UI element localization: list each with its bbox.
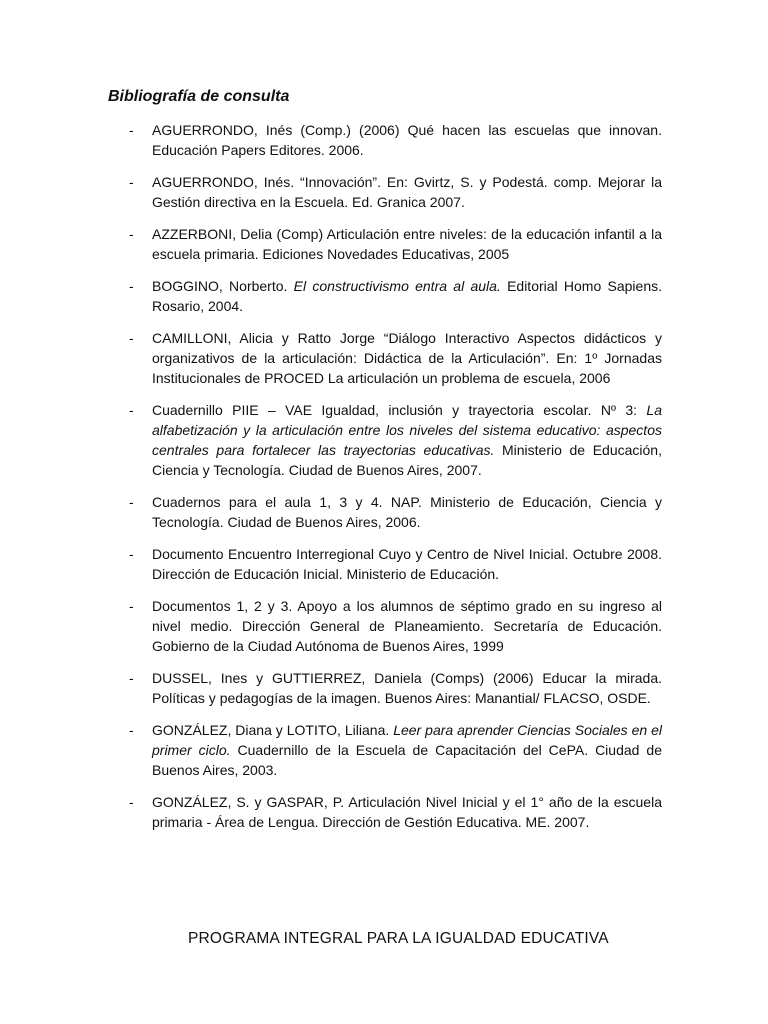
entry-text-segment: BOGGINO, Norberto. [152,278,294,294]
entry-text [152,328,662,388]
section-heading: Bibliografía de consulta [108,88,290,105]
entry-text [152,400,662,480]
list-dash: - [129,494,134,510]
list-dash: - [129,402,134,418]
list-dash: - [129,598,134,614]
entry-text-segment: Cuadernillo PIIE – VAE Igualdad, inclusión y trayectoria escolar. Nº 3: [152,402,647,418]
page-footer: PROGRAMA INTEGRAL PARA LA IGUALDAD EDUCATIVA [188,930,609,947]
entry-text [152,492,662,532]
bibliography-entry [0,544,768,584]
entry-text [152,720,662,780]
bibliography-entry [0,400,768,480]
bibliography-entry [0,720,768,780]
list-dash: - [129,670,134,686]
entry-title-italic: El constructivismo entra al aula. [293,278,501,294]
entry-text [152,544,662,584]
entry-text-segment: GONZÁLEZ, Diana y LOTITO, Liliana. [152,722,394,738]
entry-text [152,172,662,212]
bibliography-entry [0,792,768,832]
entry-text [152,668,662,708]
entry-text [152,792,662,832]
bibliography-entry [0,668,768,708]
bibliography-entry [0,172,768,212]
list-dash: - [129,278,134,294]
entry-text-segment: Ministerio de Educación, Ciencia y Tecnología. Ciudad de Buenos Aires, 2007. [152,442,662,478]
entry-text [152,120,662,160]
entry-text-segment: DUSSEL, Ines y GUTTIERREZ, Daniela (Comps) (2006) Educar la mirada. Políticas y pedagogías de la imagen. Buenos Aires: Manantial/ FLACSO, OSDE. [152,670,662,706]
entry-text-segment: Editorial Homo Sapiens. Rosario, 2004. [152,278,663,314]
entry-title-italic: Leer para aprender Ciencias Sociales en el primer ciclo. [152,722,663,758]
entry-text-segment: Documento Encuentro Interregional Cuyo y Centro de Nivel Inicial. Octubre 2008. Dirección de Educación Inicial. Ministerio de Educación. [152,546,662,582]
bibliography-entry [0,120,768,160]
bibliography-entry [0,276,768,316]
entry-text-segment: CAMILLONI, Alicia y Ratto Jorge “Diálogo Interactivo Aspectos didácticos y organizativos de la articulación: Didáctica de la Articulación”. En: 1º Jornadas Institucionales de PROCED La articulación un problema de escuela, 2006 [152,330,662,386]
entry-text-segment: GONZÁLEZ, S. y GASPAR, P. Articulación Nivel Inicial y el 1° año de la escuela primaria - Área de Lengua. Dirección de Gestión Educativa. ME. 2007. [152,794,662,830]
entry-text-segment: Documentos 1, 2 y 3. Apoyo a los alumnos de séptimo grado en su ingreso al nivel medio. Dirección General de Planeamiento. Secretaría de Educación. Gobierno de la Ciudad Autónoma de Buenos Aires, 1999 [152,598,662,654]
entry-text-segment: Cuadernos para el aula 1, 3 y 4. NAP. Ministerio de Educación, Ciencia y Tecnología. Ciudad de Buenos Aires, 2006. [152,494,662,530]
list-dash: - [129,330,134,346]
entry-text-segment: Cuadernillo de la Escuela de Capacitación del CePA. Ciudad de Buenos Aires, 2003. [152,742,662,778]
bibliography-list [0,120,768,844]
entry-text [152,596,662,656]
bibliography-entry [0,596,768,656]
list-dash: - [129,226,134,242]
list-dash: - [129,794,134,810]
entry-text-segment: AZZERBONI, Delia (Comp) Articulación entre niveles: de la educación infantil a la escuela primaria. Ediciones Novedades Educativas, 2005 [152,226,662,262]
list-dash: - [129,722,134,738]
entry-title-italic: La alfabetización y la articulación entre los niveles del sistema educativo: aspectos centrales para fortalecer las trayectorias educativas. [152,402,662,458]
bibliography-entry [0,224,768,264]
entry-text [152,224,662,264]
bibliography-entry [0,328,768,388]
list-dash: - [129,174,134,190]
list-dash: - [129,122,134,138]
bibliography-entry [0,492,768,532]
list-dash: - [129,546,134,562]
entry-text-segment: AGUERRONDO, Inés. “Innovación”. En: Gvirtz, S. y Podestá. comp. Mejorar la Gestión directiva en la Escuela. Ed. Granica 2007. [152,174,662,210]
entry-text-segment: AGUERRONDO, Inés (Comp.) (2006) Qué hacen las escuelas que innovan. Educación Papers Editores. 2006. [152,122,662,158]
entry-text [152,276,662,316]
